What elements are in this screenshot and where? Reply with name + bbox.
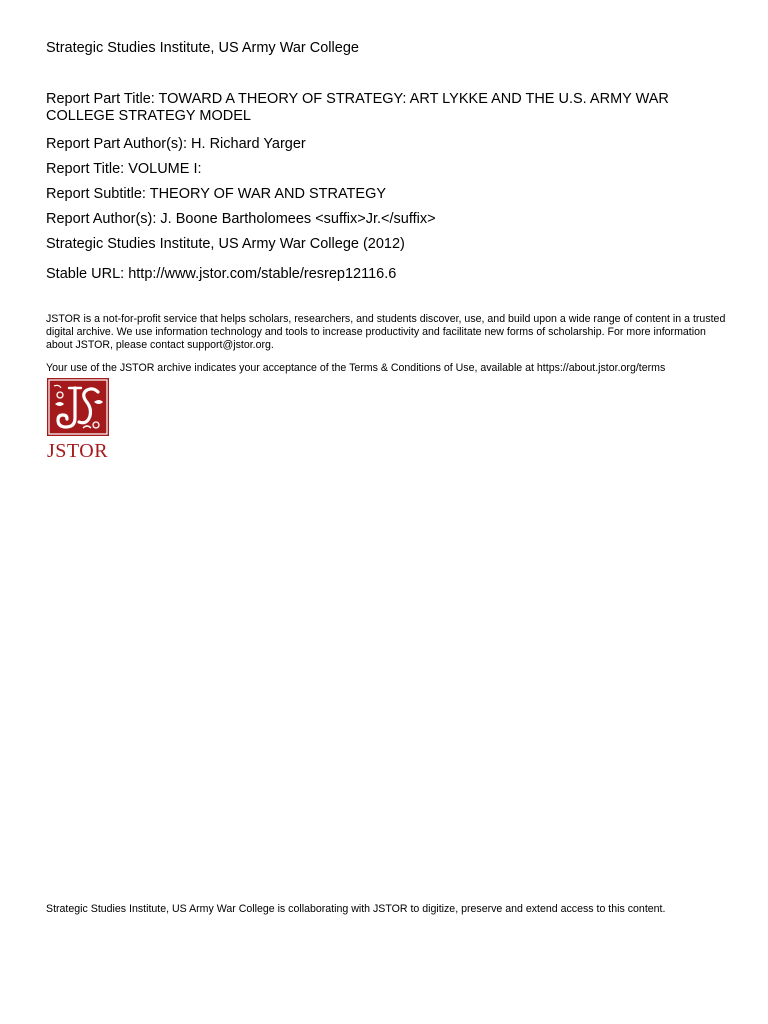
terms-notice: Your use of the JSTOR archive indicates your acceptance of the Terms & Conditions of Use, available at https://about.jstor.org/terms — [46, 362, 666, 374]
report-subtitle: Report Subtitle: THEORY OF WAR AND STRATEGY — [46, 186, 387, 202]
publisher-name: Strategic Studies Institute, US Army War College — [46, 40, 359, 56]
report-part-authors: Report Part Author(s): H. Richard Yarger — [46, 136, 306, 152]
jstor-logo — [47, 378, 111, 464]
report-title: Report Title: VOLUME I: — [46, 161, 202, 177]
jstor-logo-icon — [47, 378, 109, 436]
jstor-about-notice: JSTOR is a not-for-profit service that helps scholars, researchers, and students discover, use, and build upon a wide range of content in a trusted digital archive. We use information technology and tools to increase productivity and facilitate new forms of scholarship. For more information about JSTOR, please contact support@jstor.org. — [46, 313, 726, 351]
jstor-wordmark: JSTOR — [47, 440, 109, 462]
report-part-title: Report Part Title: TOWARD A THEORY OF STRATEGY: ART LYKKE AND THE U.S. ARMY WAR COLLEGE STRATEGY MODEL — [46, 91, 669, 124]
stable-url[interactable]: Stable URL: http://www.jstor.com/stable/resrep12116.6 — [46, 266, 397, 282]
publisher-year: Strategic Studies Institute, US Army War College (2012) — [46, 236, 405, 252]
collaboration-footer: Strategic Studies Institute, US Army War College is collaborating with JSTOR to digitize, preserve and extend access to this content. — [46, 903, 666, 915]
report-authors: Report Author(s): J. Boone Bartholomees <suffix>Jr.</suffix> — [46, 211, 436, 227]
